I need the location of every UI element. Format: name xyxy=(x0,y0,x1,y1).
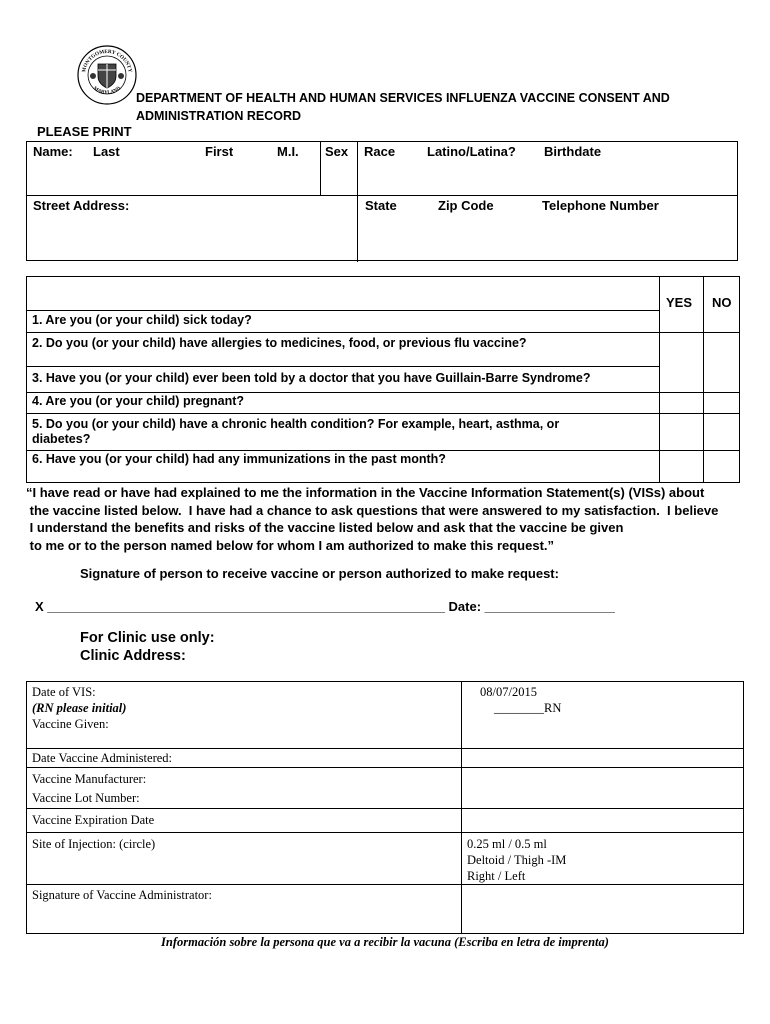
last-name-field[interactable]: Last xyxy=(93,144,120,159)
clinic-use-heading xyxy=(80,629,215,665)
signature-date-line[interactable]: X _______________________________________________________ Date: __________________ xyxy=(35,599,615,614)
administrator-signature-label: Signature of Vaccine Administrator: xyxy=(32,888,212,902)
svg-text:MARYLAND: MARYLAND xyxy=(92,86,122,96)
state-field[interactable]: State xyxy=(365,198,397,213)
question-1: 1. Are you (or your child) sick today? xyxy=(32,313,252,327)
name-label: Name: xyxy=(33,144,73,159)
date-of-vis-label: Date of VIS: xyxy=(32,685,96,699)
statement-line: to me or to the person named below for whom I am authorized to make this request.” xyxy=(26,537,555,553)
birthdate-field[interactable]: Birthdate xyxy=(544,144,602,159)
question-5: 5. Do you (or your child) have a chronic health condition? For example, heart, asthma, or xyxy=(32,417,560,431)
latino-field[interactable]: Latino/Latina? xyxy=(427,144,516,159)
demographics-box xyxy=(26,141,738,261)
vaccine-given-label: Vaccine Given: xyxy=(32,717,109,731)
question-5-continued: diabetes? xyxy=(32,432,91,446)
date-administered-label: Date Vaccine Administered: xyxy=(32,751,173,765)
question-2: 2. Do you (or your child) have allergies to medicines, food, or previous flu vaccine? xyxy=(32,336,527,350)
dose-options[interactable]: 0.25 ml / 0.5 ml xyxy=(467,837,547,851)
injection-site-label: Site of Injection: (circle) xyxy=(32,837,156,851)
question-3: 3. Have you (or your child) ever been told by a doctor that you have Guillain-Barre Syndrome? xyxy=(32,371,591,385)
form-title xyxy=(136,89,736,125)
side-options[interactable]: Right / Left xyxy=(467,869,526,883)
county-seal-icon xyxy=(76,44,138,106)
expiration-label: Vaccine Expiration Date xyxy=(32,813,155,827)
form-title-line2: ADMINISTRATION RECORD xyxy=(136,109,302,123)
street-address-field[interactable]: Street Address: xyxy=(33,198,130,213)
telephone-field[interactable]: Telephone Number xyxy=(542,198,659,213)
clinic-address-label: Clinic Address: xyxy=(80,648,186,664)
yes-column-header: YES xyxy=(666,295,693,310)
svg-text:MONTGOMERY COUNTY: MONTGOMERY COUNTY xyxy=(81,48,133,73)
consent-statement xyxy=(26,484,768,554)
no-column-header: NO xyxy=(712,295,732,310)
location-options[interactable]: Deltoid / Thigh -IM xyxy=(467,853,567,867)
please-print-label: PLEASE PRINT xyxy=(37,124,132,139)
question-4: 4. Are you (or your child) pregnant? xyxy=(32,394,245,408)
zip-code-field[interactable]: Zip Code xyxy=(438,198,494,213)
first-name-field[interactable]: First xyxy=(205,144,234,159)
clinic-record-table xyxy=(26,681,744,934)
rn-initial-label: (RN please initial) xyxy=(32,701,127,715)
screening-questions-table xyxy=(26,276,740,483)
statement-line: “I have read or have had explained to me the information in the Vaccine Information Statement(s) (VISs) about xyxy=(26,485,705,500)
statement-line: the vaccine listed below. I have had a chance to ask questions that were answered to my satisfaction. I believe xyxy=(26,502,719,518)
manufacturer-label: Vaccine Manufacturer: xyxy=(32,772,147,786)
spanish-footer-note: Información sobre la persona que va a recibir la vacuna (Escriba en letra de imprenta) xyxy=(161,935,609,949)
vis-date-value: 08/07/2015 xyxy=(480,685,537,699)
clinic-use-only-label: For Clinic use only: xyxy=(80,630,215,646)
question-6: 6. Have you (or your child) had any immunizations in the past month? xyxy=(32,452,446,466)
middle-initial-field[interactable]: M.I. xyxy=(277,144,299,159)
signature-request-label: Signature of person to receive vaccine or person authorized to make request: xyxy=(80,566,559,581)
statement-line: I understand the benefits and risks of the vaccine listed below and ask that the vaccine be given xyxy=(26,520,624,535)
race-field[interactable]: Race xyxy=(364,144,396,159)
form-title-line1: DEPARTMENT OF HEALTH AND HUMAN SERVICES INFLUENZA VACCINE CONSENT AND xyxy=(136,91,670,105)
sex-field[interactable]: Sex xyxy=(325,144,349,159)
rn-initial-field[interactable]: ________RN xyxy=(494,701,562,715)
lot-number-label: Vaccine Lot Number: xyxy=(32,791,140,805)
